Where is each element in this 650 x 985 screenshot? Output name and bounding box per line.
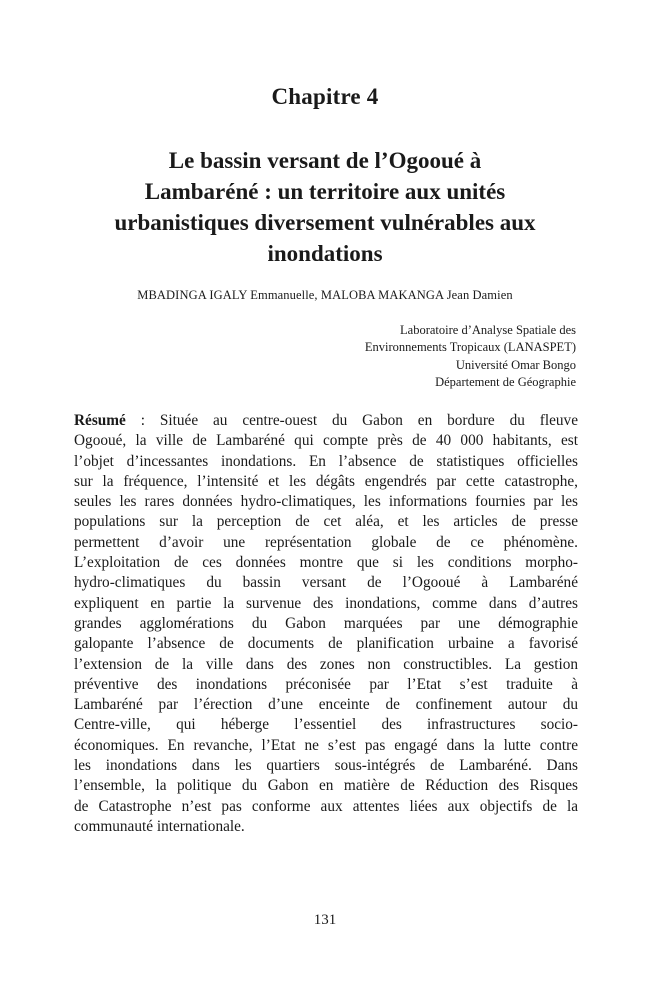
abstract-line: seules les rares données hydro-climatiques, les informations fournies par les [74, 493, 578, 511]
abstract-line: économiques. En revanche, l’Etat ne s’est pas engagé dans la lutte contre [74, 736, 578, 754]
abstract-line: galopante l’absence de documents de planification urbaine a favorisé [74, 635, 578, 653]
abstract-line [74, 411, 578, 431]
affiliation-line: Laboratoire d’Analyse Spatiale des [400, 323, 576, 337]
abstract-line: L’exploitation de ces données montre que si les conditions morpho- [74, 554, 578, 572]
chapter-title [60, 145, 590, 269]
abstract-first-line: : Située au centre-ouest du Gabon en bordure du fleuve [125, 412, 578, 429]
authors: MBADINGA IGALY Emmanuelle, MALOBA MAKANGA Jean Damien [137, 288, 513, 302]
chapter-title-line: urbanistiques diversement vulnérables aux [114, 210, 536, 235]
abstract-line: Centre-ville, qui héberge l’essentiel des infrastructures socio- [74, 716, 578, 734]
abstract-label: Résumé [74, 412, 126, 429]
abstract-line: Lambaréné par l’érection d’une enceinte de confinement autour du [74, 696, 578, 714]
affiliation-line: Département de Géographie [435, 374, 576, 389]
abstract-line: Ogooué, la ville de Lambaréné qui compte près de 40 000 habitants, est [74, 432, 578, 450]
abstract-line: préventive des inondations préconisée par l’Etat s’est traduite à [74, 675, 578, 693]
abstract-line: permettent d’avoir une représentation globale de ce phénomène. [74, 533, 578, 551]
affiliation-line: Environnements Tropicaux (LANASPET) [364, 340, 576, 355]
affiliation [365, 322, 576, 391]
abstract [74, 411, 578, 837]
chapter-title-line: Lambaréné : un territoire aux unités [144, 179, 506, 204]
page-number: 131 [313, 912, 337, 928]
chapter-title-line: inondations [267, 241, 383, 266]
abstract-line: l’objet d’incessantes inondations. En l’absence de statistiques officielles [74, 452, 578, 470]
abstract-line: l’extension de la ville dans des zones non constructibles. La gestion [74, 655, 578, 673]
abstract-line: populations sur la perception de cet aléa, et les articles de presse [74, 513, 578, 531]
abstract-line: expliquent en partie la survenue des inondations, comme dans d’autres [74, 594, 578, 612]
abstract-line: sur la fréquence, l’intensité et les dégâts engendrés par cette catastrophe, [74, 472, 578, 490]
abstract-line: communauté internationale. [74, 817, 245, 835]
abstract-line: hydro-climatiques du bassin versant de l’Ogooué à Lambaréné [74, 574, 578, 592]
abstract-line: grandes agglomérations du Gabon marquées par une démographie [74, 614, 578, 632]
abstract-line: l’ensemble, la politique du Gabon en matière de Réduction des Risques [74, 777, 578, 795]
chapter-heading: Chapitre 4 [271, 84, 379, 109]
affiliation-line: Université Omar Bongo [455, 357, 576, 372]
abstract-line: les inondations dans les quartiers sous-intégrés de Lambaréné. Dans [74, 757, 578, 775]
chapter-title-line: Le bassin versant de l’Ogooué à [168, 148, 482, 173]
abstract-line: de Catastrophe n’est pas conforme aux attentes liées aux objectifs de la [74, 797, 578, 815]
